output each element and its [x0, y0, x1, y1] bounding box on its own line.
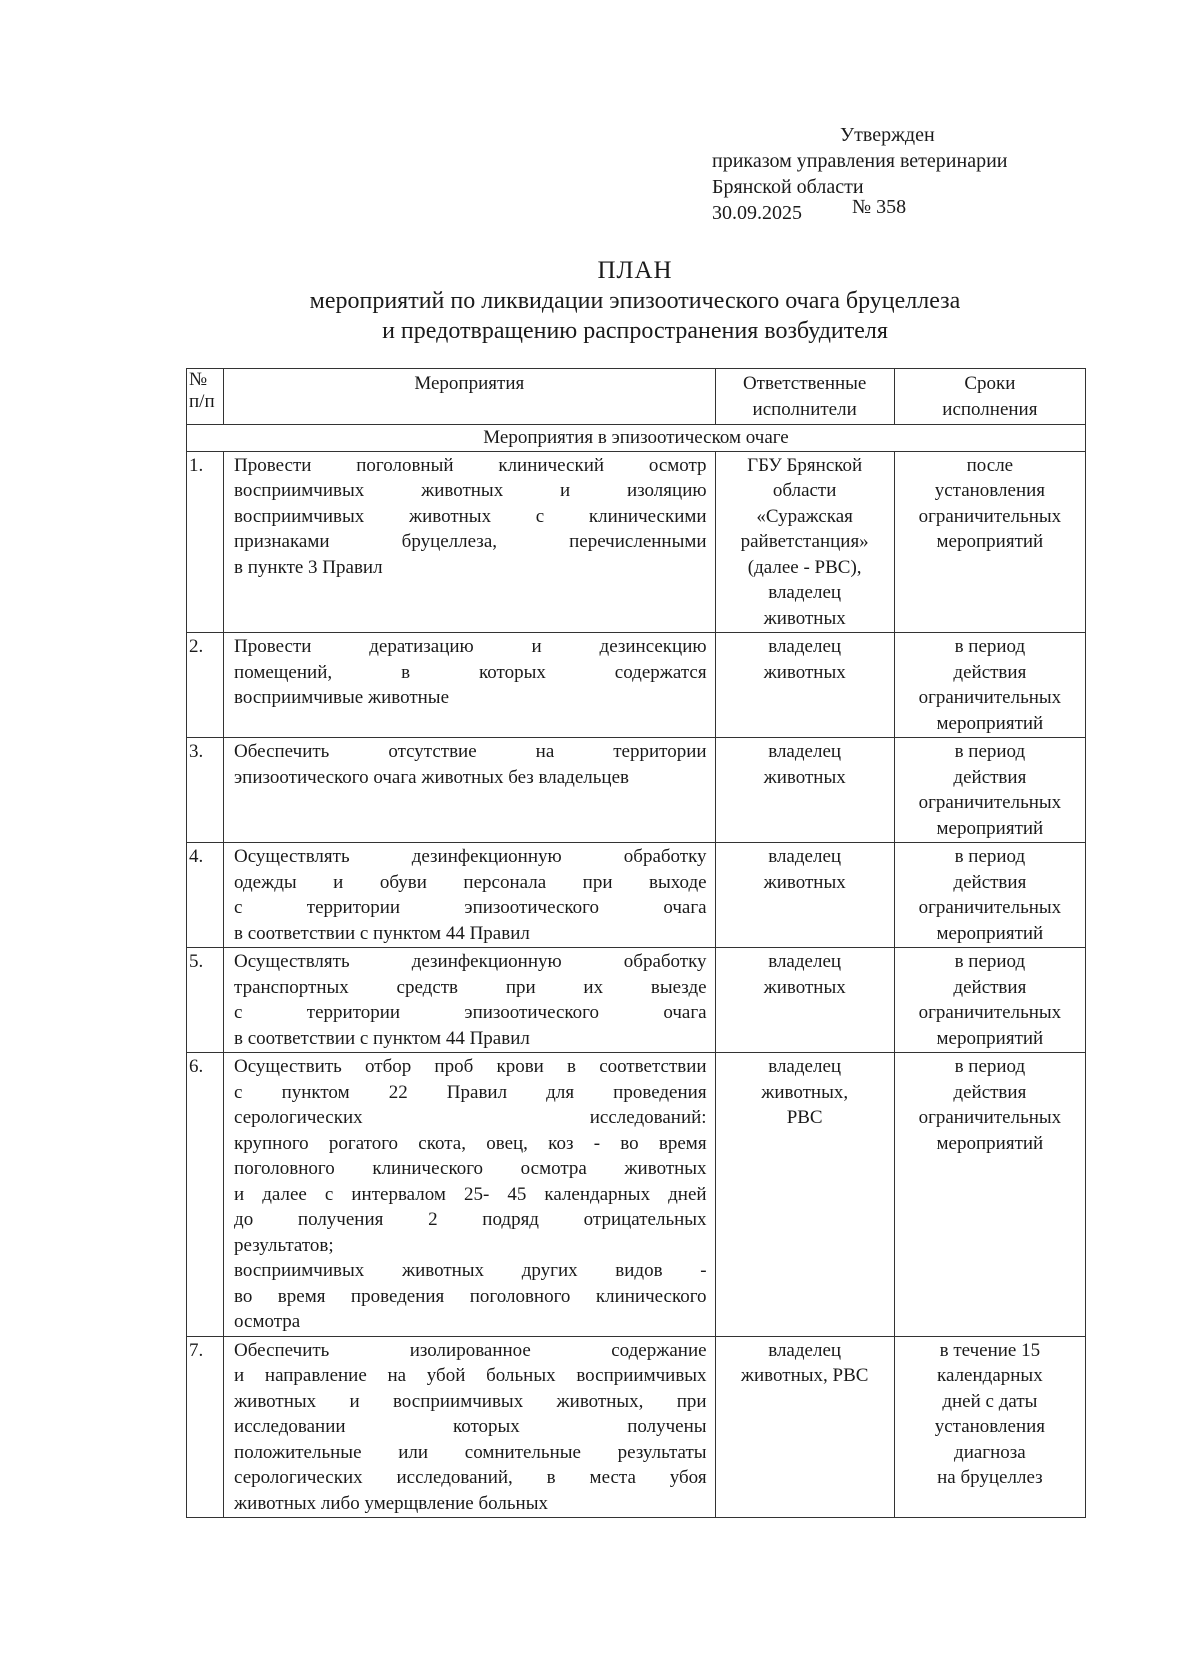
- activity-line: в соответствии с пунктом 44 Правил: [234, 1027, 530, 1049]
- term-text: в течение 15 календарных дней с даты установления диагноза на бруцеллез: [934, 1339, 1046, 1488]
- activity-line: крупного рогатого скота, овец, коз - во время: [234, 1132, 707, 1154]
- responsible-cell: [715, 633, 894, 738]
- activity-text: [224, 1337, 715, 1518]
- activity-line: серологических исследований, в места убоя: [234, 1467, 707, 1488]
- activity-line: до получения 2 подряд отрицательных: [234, 1209, 707, 1230]
- table-row: [187, 948, 1086, 1053]
- activity-line: признаками бруцеллеза, перечисленными: [234, 531, 707, 552]
- activity-line: в соответствии с пунктом 44 Правил: [234, 922, 530, 944]
- header-term: Сроки исполнения: [894, 369, 1085, 425]
- header-num: № п/п: [187, 369, 224, 425]
- responsible-text: владелец животных, РВС: [761, 1056, 849, 1128]
- activity-line: восприимчивых животных других видов -: [234, 1260, 707, 1281]
- title-line-2: и предотвращению распространения возбудителя: [382, 318, 888, 344]
- table-row: [187, 1336, 1086, 1518]
- activity-line: в пункте 3 Правил: [234, 556, 383, 578]
- approval-date-row: [712, 196, 1092, 226]
- document-title: [0, 256, 1200, 346]
- row-number-cell: [187, 633, 224, 738]
- responsible-text: владелец животных: [763, 951, 846, 998]
- row-number-cell: [187, 738, 224, 843]
- term-cell: [894, 1053, 1085, 1337]
- activity-text: [224, 948, 715, 1052]
- activity-line: осмотра: [234, 1311, 301, 1332]
- row-number-cell: [187, 1336, 224, 1518]
- responsible-cell: [715, 1053, 894, 1337]
- activity-cell: [224, 948, 716, 1053]
- activity-line: транспортных средств при их выезде: [234, 976, 707, 998]
- table-row: [187, 451, 1086, 633]
- activity-line: исследовании которых получены: [234, 1416, 707, 1437]
- activity-line: одежды и обуви персонала при выходе: [234, 871, 707, 893]
- activity-text: [224, 452, 715, 582]
- term-text: в период действия ограничительных мероприятий: [918, 636, 1062, 734]
- term-text: после установления ограничительных мероприятий: [918, 454, 1062, 552]
- activity-line: с территории эпизоотического очага: [234, 1002, 707, 1023]
- activity-line: результатов;: [234, 1234, 334, 1256]
- activity-cell: [224, 1336, 716, 1518]
- activity-line: и направление на убой больных восприимчивых: [234, 1365, 707, 1386]
- approval-number: № 358: [852, 196, 907, 218]
- row-number: 4.: [189, 846, 204, 867]
- activity-line: эпизоотического очага животных без владельцев: [234, 766, 630, 788]
- title-line-1: мероприятий по ликвидации эпизоотического очага бруцеллеза: [309, 288, 961, 314]
- header-responsible: Ответственные исполнители: [715, 369, 894, 425]
- row-number: 1.: [189, 454, 204, 476]
- approval-line-2: приказом управления ветеринарии: [712, 150, 1008, 172]
- responsible-cell: [715, 738, 894, 843]
- row-number: 2.: [189, 636, 204, 657]
- row-number-cell: [187, 948, 224, 1053]
- activity-line: Обеспечить отсутствие на территории: [234, 741, 707, 762]
- row-number: 3.: [189, 741, 204, 762]
- activity-line: Обеспечить изолированное содержание: [234, 1339, 707, 1361]
- activity-line: Провести поголовный клинический осмотр: [234, 454, 707, 476]
- header-activity: Мероприятия: [224, 369, 716, 425]
- row-number: 5.: [189, 951, 204, 972]
- term-cell: [894, 948, 1085, 1053]
- activity-line: поголовного клинического осмотра животных: [234, 1158, 707, 1179]
- section-row: [187, 425, 1086, 452]
- activity-line: во время проведения поголовного клинического: [234, 1285, 707, 1307]
- table-row: [187, 633, 1086, 738]
- term-cell: [894, 1336, 1085, 1518]
- term-text: в период действия ограничительных мероприятий: [918, 951, 1062, 1049]
- activity-line: восприимчивые животные: [234, 687, 450, 708]
- responsible-text: владелец животных, РВС: [740, 1339, 869, 1386]
- activity-text: [224, 1053, 715, 1336]
- activity-cell: [224, 738, 716, 843]
- term-cell: [894, 633, 1085, 738]
- activity-text: [224, 843, 715, 947]
- row-number-cell: [187, 1053, 224, 1337]
- row-number: 6.: [189, 1056, 204, 1077]
- plan-table: [186, 368, 1086, 1518]
- row-number-cell: [187, 843, 224, 948]
- approval-line-1: Утвержден: [840, 124, 935, 146]
- activity-line: с пунктом 22 Правил для проведения: [234, 1081, 707, 1103]
- table-header-row: [187, 369, 1086, 425]
- row-number-cell: [187, 451, 224, 633]
- responsible-text: ГБУ Брянской области «Суражская райветстанция» (далее - РВС), владелец животных: [740, 454, 869, 629]
- approval-line-3: Брянской области: [712, 176, 864, 198]
- activity-cell: [224, 1053, 716, 1337]
- approval-stamp: [712, 122, 1092, 226]
- activity-line: Осуществить отбор проб крови в соответствии: [234, 1056, 707, 1077]
- row-number: 7.: [189, 1339, 204, 1361]
- activity-line: с территории эпизоотического очага: [234, 897, 707, 918]
- activity-line: восприимчивых животных и изоляцию: [234, 480, 707, 501]
- activity-line: серологических исследований:: [234, 1107, 707, 1128]
- activity-cell: [224, 633, 716, 738]
- activity-line: положительные или сомнительные результаты: [234, 1441, 707, 1463]
- responsible-cell: [715, 948, 894, 1053]
- responsible-text: владелец животных: [763, 741, 846, 788]
- term-cell: [894, 738, 1085, 843]
- responsible-cell: [715, 451, 894, 633]
- activity-line: восприимчивых животных с клиническими: [234, 505, 707, 527]
- activity-line: животных и восприимчивых животных, при: [234, 1390, 707, 1412]
- term-cell: [894, 843, 1085, 948]
- approval-date: 30.09.2025: [712, 202, 802, 224]
- responsible-cell: [715, 1336, 894, 1518]
- activity-line: Провести дератизацию и дезинсекцию: [234, 636, 707, 657]
- table-row: [187, 843, 1086, 948]
- activity-line: Осуществлять дезинфекционную обработку: [234, 951, 707, 972]
- section-title: Мероприятия в эпизоотическом очаге: [187, 425, 1086, 452]
- responsible-text: владелец животных: [763, 846, 846, 893]
- activity-line: Осуществлять дезинфекционную обработку: [234, 846, 707, 867]
- activity-line: и далее с интервалом 25- 45 календарных дней: [234, 1183, 707, 1205]
- activity-cell: [224, 451, 716, 633]
- activity-line: животных либо умерщвление больных: [234, 1492, 548, 1514]
- term-text: в период действия ограничительных мероприятий: [918, 741, 1062, 839]
- term-cell: [894, 451, 1085, 633]
- responsible-text: владелец животных: [763, 636, 846, 683]
- responsible-cell: [715, 843, 894, 948]
- term-text: в период действия ограничительных мероприятий: [918, 1056, 1062, 1154]
- activity-text: [224, 738, 715, 791]
- title-heading: ПЛАН: [597, 257, 673, 284]
- table-row: [187, 738, 1086, 843]
- table-row: [187, 1053, 1086, 1337]
- term-text: в период действия ограничительных мероприятий: [918, 846, 1062, 944]
- activity-line: помещений, в которых содержатся: [234, 661, 707, 683]
- activity-cell: [224, 843, 716, 948]
- activity-text: [224, 633, 715, 712]
